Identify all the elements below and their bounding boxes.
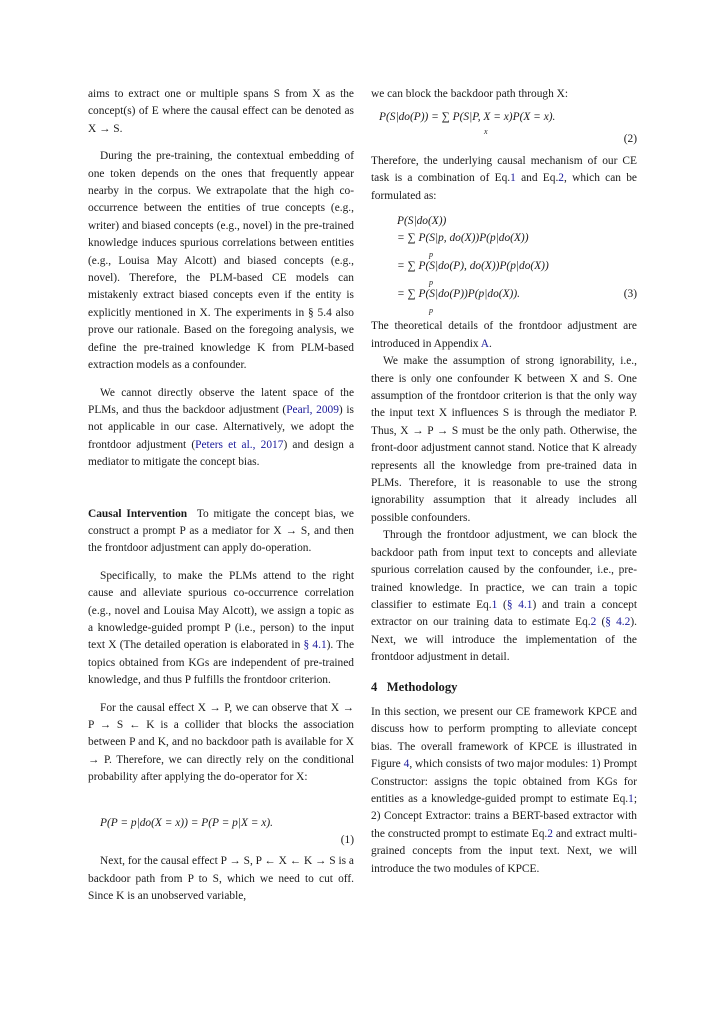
- text-span: We cannot directly observe the latent space of the PLMs, and thus the backdoor adjustment (: [88, 386, 354, 416]
- equation-ref-link[interactable]: 1: [628, 792, 634, 805]
- paragraph-title: Causal Intervention: [88, 507, 188, 520]
- paragraph: [88, 568, 354, 690]
- equation-text: P(S|do(X)): [397, 215, 447, 228]
- equation-line: [371, 213, 637, 230]
- equation-line: [371, 230, 637, 258]
- section-number: 4: [371, 679, 378, 694]
- figure-ref-link[interactable]: 4: [403, 758, 410, 771]
- citation-link[interactable]: Pearl, 2009: [286, 403, 339, 416]
- left-column: [88, 86, 354, 906]
- right-column: [371, 86, 637, 878]
- text-span: , which consists of two major modules: 1) Prompt Constructor: assigns the topic obtained from KGs for entities as a knowledge-guided prompt to estimate Eq.: [371, 758, 638, 805]
- paragraph: [371, 153, 637, 205]
- paragraph: Next, for the causal effect P → S, P ← X ← K → S is a backdoor path from P to S, which we need to cut off. Since K is an unobserved variable,: [88, 855, 354, 903]
- section-title: Methodology: [386, 679, 458, 694]
- equation-text: P(S|do(P)) = ∑ P(S|P, X = x)P(X = x).: [379, 111, 556, 124]
- equation-1-number-row: [88, 832, 354, 849]
- sum-subscript: x: [484, 126, 488, 136]
- text-span: ) and design a mediator to mitigate the concept bias.: [88, 438, 354, 469]
- text-span: and Eq.: [515, 172, 559, 185]
- text-span: , which can be formulated as:: [371, 172, 637, 202]
- section-ref-link[interactable]: § 4.2: [605, 616, 631, 629]
- paragraph: aims to extract one or multiple spans S from X as the concept(s) of E where the causal effect can be denoted as X → S.: [88, 88, 354, 135]
- appendix-ref-link[interactable]: A: [480, 337, 490, 350]
- equation-ref-link[interactable]: 2: [590, 616, 597, 629]
- text-span: In this section, we present our CE framework KPCE and discuss how to perform prompting to alleviate concept bias. The overall framework of KPCE is illustrated in Figure: [371, 705, 637, 771]
- text-span: (: [497, 598, 507, 611]
- text-span: ) is not applicable in our case. Alternatively, we adopt the frontdoor adjustment (: [88, 403, 354, 451]
- equation-2: [371, 109, 637, 126]
- text-span: .: [489, 337, 492, 350]
- section-ref-link[interactable]: § 4.1: [303, 639, 327, 652]
- equation-ref-link[interactable]: 1: [491, 598, 498, 611]
- section-ref-link[interactable]: § 4.1: [506, 598, 533, 611]
- text-span: and extract multi-grained concepts from the input text. Next, we will introduce the two modules of KPCE.: [371, 827, 637, 875]
- sum-subscript: p: [429, 250, 433, 260]
- text-span: ; 2) Concept Extractor: trains a BERT-based extractor with the constructed prompt to estimate Eq.: [371, 792, 637, 840]
- text-span: To mitigate the concept bias, we construct a prompt P as a mediator for X → S, and then the frontdoor adjustment can apply do-operation.: [88, 507, 354, 555]
- equation-line: [371, 286, 637, 314]
- text-span: The theoretical details of the frontdoor adjustment are introduced in Appendix: [371, 320, 637, 350]
- equation-text: = ∑ P(S|p, do(X))P(p|do(X)): [397, 232, 529, 245]
- section-heading: [371, 679, 637, 696]
- citation-link[interactable]: Peters et al., 2017: [195, 438, 284, 451]
- equation-3: [371, 213, 637, 314]
- equation-text: = ∑ P(S|do(P), do(X))P(p|do(X)): [397, 260, 549, 273]
- text-span: Through the frontdoor adjustment, we can block the backdoor path from input text to concepts and alleviate spurious correlation caused by the confounder, i.e., pre-trained knowledge. In practice, we can train a topic classifier to estimate Eq.: [371, 529, 637, 611]
- equation-line: [371, 258, 637, 286]
- paragraph: [371, 318, 637, 353]
- paragraph: [88, 506, 354, 558]
- equation-ref-link[interactable]: 2: [558, 172, 564, 185]
- equation-text: P(P = p|do(X = x)) = P(P = p|X = x).: [100, 816, 274, 829]
- paragraph: [371, 704, 637, 878]
- text-span: Therefore, the underlying causal mechanism of our CE task is a combination of Eq.: [371, 154, 637, 185]
- paragraph: [371, 527, 637, 666]
- paragraph: We make the assumption of strong ignorability, i.e., there is only one confounder K between X and S. One assumption of the frontdoor criterion is that the only way the input text X influences S is through the mediator P. Thus, X → P → S must be the only path. Otherwise, the front-door adjustment cannot stand. Notice that K already represents all the knowledge from pre-trained data in PLMs. Therefore, it is reasonable to use the strong ignorability assumption that it already includes all possible confounders.: [371, 355, 637, 524]
- paragraph: During the pre-training, the contextual embedding of one token depends on the ones that frequently appear nearby in the corpus. We extrapolate that the high co-occurrence between the entities of true concepts (e.g., writer) and biased concepts (e.g., novel) in the pre-trained knowledge induces spurious correlations between entities (e.g., Louisa May Alcott) and biased concepts (e.g., novel). Therefore, the PLM-based CE models can mistakenly extract biased concepts even if the entity is explicitly mentioned in X. The experiments in § 5.4 also prove our rationale. Based on the foregoing analysis, we define the pre-trained knowledge K from PLM-based extraction models as a confounder.: [88, 150, 354, 372]
- paragraph: we can block the backdoor path through X:: [371, 88, 569, 100]
- equation-2-sub-row: [371, 126, 637, 145]
- text-span: ). Next, we will introduce the implementation of the frontdoor adjustment in detail.: [371, 616, 637, 664]
- text-span: ). The topics obtained from KGs are independent of pre-trained knowledge, and thus P fulfills the frontdoor criterion.: [88, 639, 354, 687]
- text-span: ) and train a concept extractor on our training data to estimate Eq.: [371, 598, 637, 629]
- equation-ref-link[interactable]: 2: [547, 827, 553, 840]
- paragraph: [88, 385, 354, 472]
- equation-1: [88, 815, 354, 832]
- equation-ref-link[interactable]: 1: [510, 172, 516, 185]
- equation-text: = ∑ P(S|do(P))P(p|do(X)).: [397, 288, 520, 301]
- text-span: Specifically, to make the PLMs attend to the right cause and alleviate spurious co-occurrence correlation (e.g., novel and Louisa May Alcott), we assign a topic as a knowledge-guided prompt P (i.e., person) to the input text X (The detailed operation is elaborated in: [88, 569, 354, 652]
- equation-number: (2): [623, 132, 637, 145]
- sum-subscript: p: [429, 306, 433, 316]
- sum-subscript: p: [429, 278, 433, 288]
- equation-number: (1): [340, 834, 354, 847]
- equation-number: (3): [623, 288, 637, 301]
- text-span: (: [596, 616, 606, 629]
- paragraph: For the causal effect X → P, we can observe that X → P → S ← K is a collider that blocks the association between P and K, and no backdoor path is available for X → P. Therefore, we can directly rely on the conditional probability after applying the do-operator for X:: [88, 701, 354, 784]
